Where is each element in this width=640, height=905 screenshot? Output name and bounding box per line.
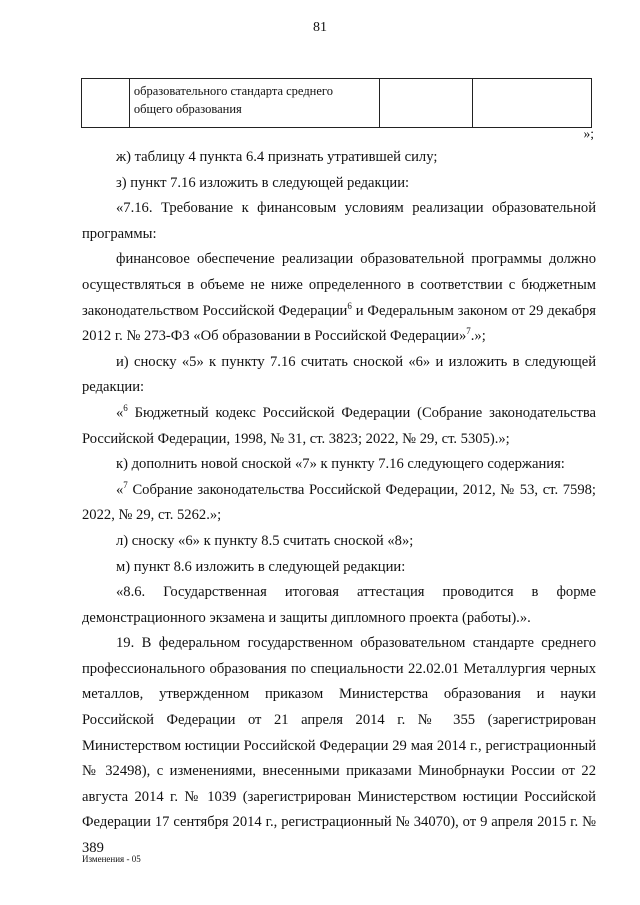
table-cell-text: образовательного стандарта среднего общего образования <box>129 79 379 128</box>
page-footer: Изменения - 05 <box>82 854 141 864</box>
paragraph-i: и) сноску «5» к пункту 7.16 считать сноской «6» и изложить в следующей редакции: <box>82 353 596 396</box>
paragraph-text: Собрание законодательства Российской Федерации, 2012, № 53, ст. 7598; 2022, № 29, ст. 5262.»; <box>82 481 596 524</box>
open-quote: « <box>116 404 124 421</box>
open-quote: « <box>116 481 124 498</box>
document-body <box>82 145 596 862</box>
paragraph-text: Бюджетный кодекс Российской Федерации (Собрание законодательства Российской Федерации, 1998, № 31, ст. 3823; 2022, № 29, ст. 5305).»; <box>82 404 596 447</box>
paragraph-zh: ж) таблицу 4 пункта 6.4 признать утратившей силу; <box>116 149 438 165</box>
paragraph-text: финансовое обеспечение реализации образовательной программы должно осуществляться в объеме не ниже определенного в соответствии с бюджетным законодательством Российской Федерации <box>82 251 596 319</box>
table-cell-empty <box>82 79 130 128</box>
footnote-ref-6: 6 <box>347 300 352 311</box>
paragraph-financing <box>82 247 596 349</box>
paragraph-7-16-header: «7.16. Требование к финансовым условиям реализации образовательной программы: <box>82 200 596 242</box>
table-fragment <box>81 78 592 128</box>
table-row <box>82 79 592 128</box>
footnote-mark-6: 6 <box>123 402 128 413</box>
page-number: 81 <box>313 20 327 35</box>
paragraph-z: з) пункт 7.16 изложить в следующей редакции: <box>116 174 410 191</box>
footnote-7-text <box>82 478 596 529</box>
paragraph-text: .»; <box>470 328 486 345</box>
paragraph-19: 19. В федеральном государственном образовательном стандарте среднего профессионального образования по специальности 22.02.01 Металлургия черных металлов, утвержденном приказом Министерства образования и науки Российской Федерации от 21 апреля 2014 г. № 355 (зарегистрирован Министерством юстиции Российской Федерации 29 мая 2014 г., регистрационный № 32498), с изменениями, внесенными приказами Минобрнауки России от 22 августа 2014 г. № 1039 (зарегистрирован Министерством юстиции Российской Федерации 17 сентября 2014 г., регистрационный № 34070), от 9 апреля 2015 г. № 389 <box>82 635 596 857</box>
closing-quote: »; <box>583 126 594 141</box>
footnote-6-text <box>82 401 596 452</box>
table-cell-empty <box>379 79 473 128</box>
paragraph-8-6: «8.6. Государственная итоговая аттестация проводится в форме демонстрационного экзамена и защиты дипломного проекта (работы).». <box>82 584 596 626</box>
footnote-mark-7: 7 <box>123 479 128 490</box>
footnote-ref-7: 7 <box>466 326 471 337</box>
paragraph-k: к) дополнить новой сноской «7» к пункту 7.16 следующего содержания: <box>116 456 565 473</box>
paragraph-text: и Федеральным законом от 29 декабря 2012 г. № 273-ФЗ «Об образовании в Российской Федерации» <box>82 302 596 345</box>
paragraph-m: м) пункт 8.6 изложить в следующей редакции: <box>116 558 406 575</box>
table-cell-empty <box>473 79 592 128</box>
paragraph-l: л) сноску «6» к пункту 8.5 считать сноской «8»; <box>116 532 414 549</box>
